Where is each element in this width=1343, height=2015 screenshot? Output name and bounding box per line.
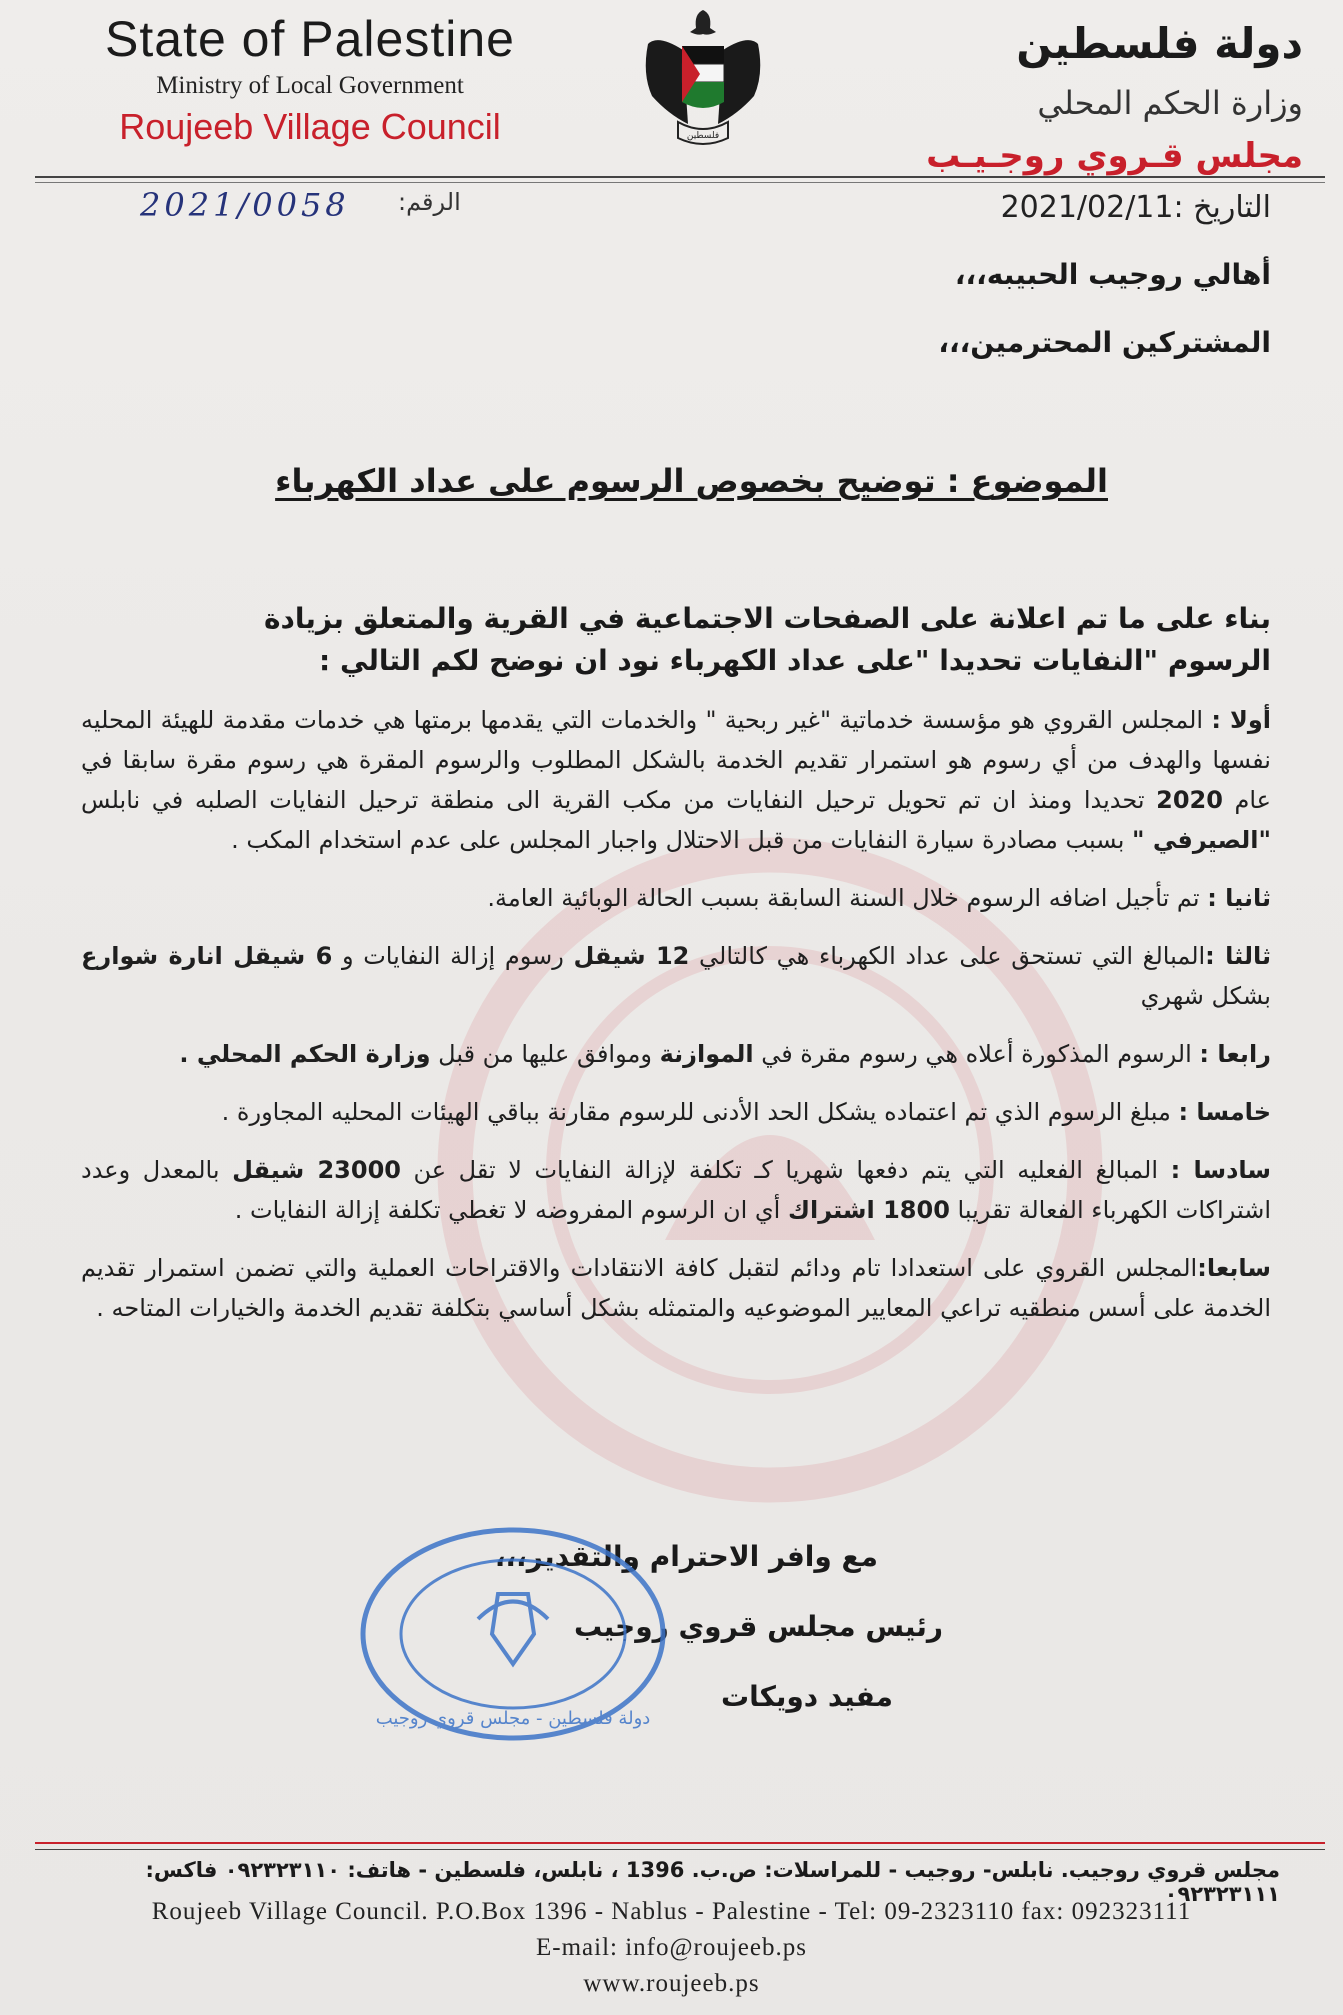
header-divider-thin bbox=[35, 182, 1325, 183]
point-text: المجلس القروي على استعدادا تام ودائم لتقبل كافة الانتقادات والاقتراحات العملية والتي تضمن استمرار تقديم الخدمة على أسس منطقيه تراعي المعايير الموضوعيه والمتمثله بشكل أساسي بتكلفة تقديم الخدمة والخيارات المتاحه . bbox=[81, 1254, 1271, 1322]
point-text: تحديدا ومنذ ان تم تحويل ترحيل النفايات من مكب القرية الى منطقة ترحيل النفايات الصلبه في نابلس bbox=[81, 786, 1157, 814]
point-label: ثانيا : bbox=[1207, 884, 1271, 912]
footer-address-ar: مجلس قروي روجيب. نابلس- روجيب - للمراسلات: ص.ب. 1396 ، نابلس، فلسطين - هاتف: ٠٩٢٣٢٣١١٠ فاكس: ٠٩٢٣٢٣١١١ bbox=[145, 1858, 1280, 1906]
council-name-en: Roujeeb Village Council bbox=[119, 106, 501, 147]
state-name-en: State of Palestine bbox=[105, 11, 515, 67]
point-text: "الصيرفي " bbox=[1132, 826, 1271, 854]
point-text: أي ان الرسوم المفروضه لا تغطي تكلفة إزالة النفايات . bbox=[234, 1196, 788, 1224]
point-paragraph bbox=[81, 878, 1271, 918]
point-text: بسبب مصادرة سيارة النفايات من قبل الاحتلال واجبار المجلس على عدم استخدام المكب . bbox=[231, 826, 1133, 854]
reference-label: الرقم: bbox=[398, 188, 461, 216]
footer-email: E-mail: info@roujeeb.ps bbox=[536, 1934, 807, 1961]
point-label: سادسا : bbox=[1170, 1156, 1271, 1184]
point-text: 12 شيقل bbox=[573, 942, 690, 970]
closing-line: مع وافر الاحترام والتقدير،،، bbox=[494, 1540, 878, 1573]
signatory-name: مفيد دويكات bbox=[720, 1680, 893, 1713]
emblem-caption: فلسطين bbox=[686, 131, 720, 141]
point-label: خامسا : bbox=[1178, 1098, 1271, 1126]
point-label: ثالثا : bbox=[1205, 942, 1271, 970]
point-text: تم تأجيل اضافه الرسوم خلال السنة السابقة بسبب الحالة الوبائية العامة. bbox=[487, 884, 1208, 912]
point-text: 23000 شيقل bbox=[232, 1156, 401, 1184]
point-label: رابعا : bbox=[1199, 1040, 1271, 1068]
state-name-ar: دولة فلسطين bbox=[1016, 19, 1303, 68]
letter-subject: الموضوع : توضيح بخصوص الرسوم على عداد الكهرباء bbox=[275, 462, 1108, 500]
header-divider bbox=[35, 176, 1325, 178]
point-text: مبلغ الرسوم الذي تم اعتماده يشكل الحد الأدنى للرسوم مقارنة بباقي الهيئات المحليه المجاورة . bbox=[221, 1098, 1179, 1126]
point-text: رسوم إزالة النفايات و bbox=[332, 942, 574, 970]
greeting-line-1: أهالي روجيب الحبيبه،،، bbox=[954, 258, 1271, 291]
point-text: وموافق عليها من قبل bbox=[430, 1040, 660, 1068]
reference-number: 2021/0058 bbox=[140, 186, 350, 224]
point-text: 2020 bbox=[1156, 786, 1223, 814]
point-text: بشكل شهري bbox=[1140, 982, 1271, 1010]
point-label: سابعا: bbox=[1197, 1254, 1271, 1282]
council-name-ar: مجلس قـروي روجـيـب bbox=[926, 136, 1303, 176]
point-text: المبالغ التي تستحق على عداد الكهرباء هي كالتالي bbox=[689, 942, 1206, 970]
ministry-name-ar: وزارة الحكم المحلي bbox=[1037, 84, 1303, 122]
point-text: بالمعدل وعدد اشتراكات الكهرباء الفعالة تقريبا bbox=[81, 1156, 1271, 1224]
point-text: الموازنة bbox=[659, 1040, 754, 1068]
ministry-name-en: Ministry of Local Government bbox=[156, 72, 464, 99]
signatory-title: رئيس مجلس قروي روجيب bbox=[573, 1610, 943, 1643]
footer-website: www.roujeeb.ps bbox=[583, 1970, 760, 1997]
point-text: 1800 اشتراك bbox=[787, 1196, 950, 1224]
greeting-line-2: المشتركين المحترمين،،، bbox=[938, 326, 1271, 359]
stamp-text: دولة فلسطين - مجلس قروي روجيب bbox=[375, 1708, 651, 1729]
point-text: وزارة الحكم المحلي . bbox=[179, 1040, 431, 1068]
palestine-eagle-emblem-icon bbox=[638, 4, 768, 164]
header-english bbox=[80, 10, 540, 148]
point-paragraph bbox=[81, 1034, 1271, 1074]
official-stamp-icon bbox=[358, 1524, 668, 1744]
point-paragraph bbox=[81, 1150, 1271, 1230]
point-paragraph bbox=[81, 936, 1271, 1016]
point-text: المجلس القروي هو مؤسسة خدماتية "غير ربحية " والخدمات التي يقدمها برمتها هي خدمات مقدمة للهيئة المحليه نفسها والهدف من أي رسوم هو استمرار تقديم الخدمة بالشكل المطلوب والرسوم المقرة هي رسوم مقرة سابقا في عام bbox=[81, 706, 1271, 814]
point-paragraph bbox=[81, 1092, 1271, 1132]
letter-body bbox=[81, 700, 1271, 1346]
point-paragraph bbox=[81, 1248, 1271, 1328]
footer-divider bbox=[35, 1849, 1325, 1850]
point-label: أولا : bbox=[1211, 706, 1272, 734]
letter-date: التاريخ :2021/02/11 bbox=[1000, 190, 1271, 225]
header-arabic bbox=[883, 18, 1303, 176]
point-text: المبالغ الفعليه التي يتم دفعها شهريا كـ تكلفة لإزالة النفايات لا تقل عن bbox=[400, 1156, 1171, 1184]
point-text: الرسوم المذكورة أعلاه هي رسوم مقرة في bbox=[753, 1040, 1200, 1068]
footer-address-en: Roujeeb Village Council. P.O.Box 1396 - Nablus - Palestine - Tel: 09-2323110 fax: 092323111 bbox=[151, 1898, 1192, 1925]
point-paragraph bbox=[81, 700, 1271, 860]
letter-intro: بناء على ما تم اعلانة على الصفحات الاجتماعية في القرية والمتعلق بزيادة الرسوم "النفايات تحديدا "على عداد الكهرباء نود ان نوضح لكم التالي : bbox=[263, 602, 1271, 677]
point-text: 6 شيقل انارة شوارع bbox=[81, 942, 333, 970]
footer-divider-red bbox=[35, 1842, 1325, 1844]
